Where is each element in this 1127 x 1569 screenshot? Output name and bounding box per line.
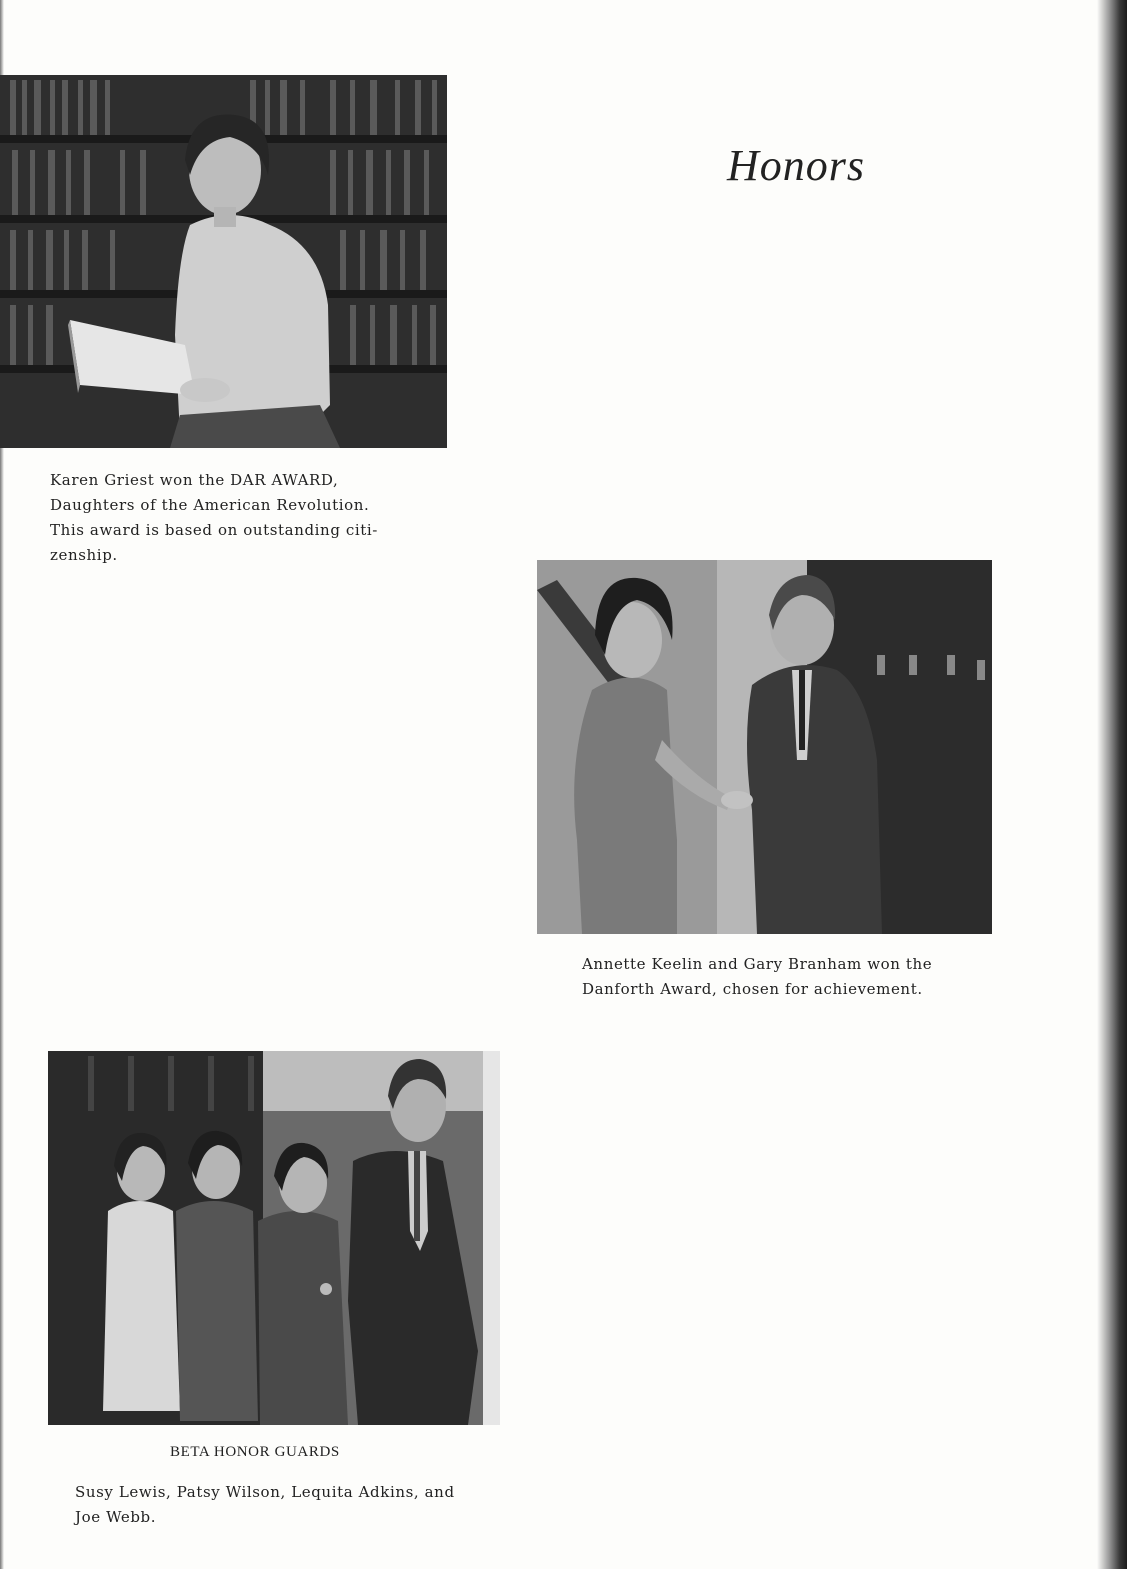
caption-line: Daughters of the American Revolution. (50, 496, 370, 514)
page-binding-shadow-right (1097, 0, 1127, 1569)
dar-award-caption (50, 468, 378, 568)
beta-honor-guards-caption (75, 1480, 455, 1530)
caption-line: This award is based on outstanding citi- (50, 521, 378, 539)
caption-line: zenship. (50, 546, 118, 564)
beta-honor-guards-photo (48, 1051, 500, 1425)
danforth-award-photo (537, 560, 992, 934)
beta-honor-guards-heading: BETA HONOR GUARDS (170, 1444, 340, 1460)
caption-line: Joe Webb. (75, 1508, 157, 1526)
danforth-award-caption (582, 952, 932, 1002)
caption-line: Danforth Award, chosen for achievement. (582, 980, 923, 998)
caption-line: Susy Lewis, Patsy Wilson, Lequita Adkins, and (75, 1483, 455, 1501)
caption-line: Karen Griest won the DAR AWARD, (50, 471, 339, 489)
dar-award-photo (0, 75, 447, 448)
page-title: Honors (727, 141, 866, 190)
caption-line: Annette Keelin and Gary Branham won the (582, 955, 933, 973)
